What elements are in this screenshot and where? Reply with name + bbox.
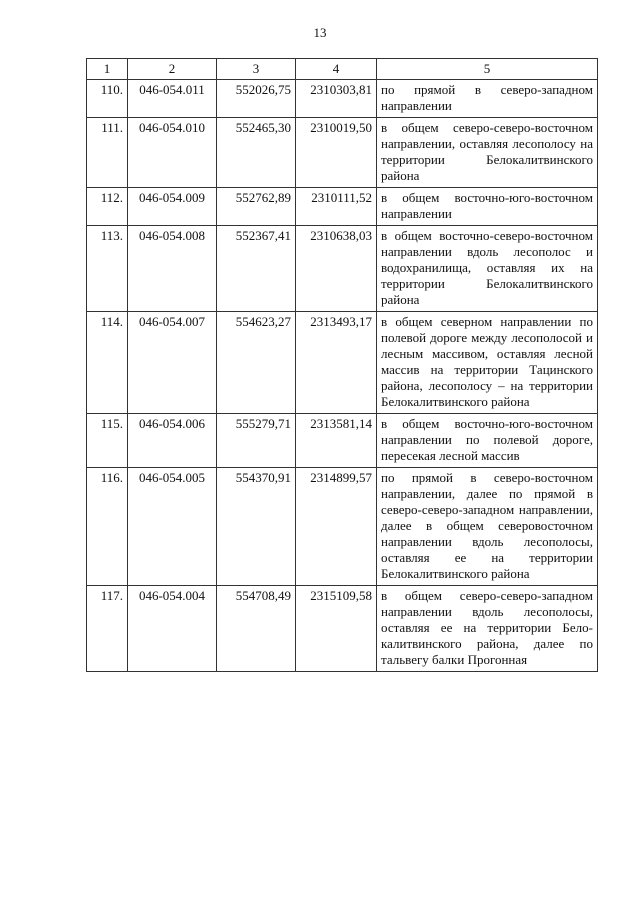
- column-header-1: 1: [87, 59, 128, 80]
- table-row: [87, 414, 598, 468]
- point-code: 046-054.011: [128, 80, 217, 118]
- row-number: 113.: [87, 226, 128, 312]
- boundary-description: в общем северо-северо-западном направлении вдоль лесополосы, оставляя ее на территории Белокалитвинского района, далее по тальвегу балки Прогонная: [377, 586, 598, 672]
- table-row: [87, 188, 598, 226]
- coordinate-y: 2313581,14: [296, 414, 377, 468]
- boundary-description: в общем восточно-северо-восточном направлении вдоль лесополос и водохранилища, оставляя их на территории Белокалитвинского района: [377, 226, 598, 312]
- row-number: 117.: [87, 586, 128, 672]
- page-number: 13: [313, 25, 327, 40]
- point-code: 046-054.009: [128, 188, 217, 226]
- coordinate-x: 555279,71: [217, 414, 296, 468]
- coordinate-y: 2310303,81: [296, 80, 377, 118]
- column-header-4: 4: [296, 59, 377, 80]
- coordinate-x: 552026,75: [217, 80, 296, 118]
- coordinate-y: 2313493,17: [296, 312, 377, 414]
- coordinate-x: 552762,89: [217, 188, 296, 226]
- table-row: [87, 468, 598, 586]
- table-header: [87, 59, 598, 80]
- point-code: 046-054.010: [128, 118, 217, 188]
- coordinate-y: 2310638,03: [296, 226, 377, 312]
- point-code: 046-054.007: [128, 312, 217, 414]
- column-header-3: 3: [217, 59, 296, 80]
- table-row: [87, 226, 598, 312]
- table-row: [87, 586, 598, 672]
- coordinate-y: 2314899,57: [296, 468, 377, 586]
- boundary-description: по прямой в северо-восточном направлении, далее по прямой в северо-северо-западном направлении, далее в общем северовосточном направлении вдоль лесополосы, оставляя ее на территории Белокалитвинского района: [377, 468, 598, 586]
- point-code: 046-054.006: [128, 414, 217, 468]
- table-row: [87, 80, 598, 118]
- coordinate-x: 552465,30: [217, 118, 296, 188]
- row-number: 115.: [87, 414, 128, 468]
- row-number: 111.: [87, 118, 128, 188]
- coordinate-y: 2310019,50: [296, 118, 377, 188]
- coordinate-x: 554370,91: [217, 468, 296, 586]
- row-number: 116.: [87, 468, 128, 586]
- row-number: 112.: [87, 188, 128, 226]
- coordinate-x: 554623,27: [217, 312, 296, 414]
- table-body: [87, 80, 598, 672]
- table-row: [87, 118, 598, 188]
- row-number: 114.: [87, 312, 128, 414]
- boundary-description: в общем северном направлении по полевой дороге между лесополосой и лесным массивом, оставляя лесной массив на территории Тацинского района, лесополосу – на территории Белокалитвинского района: [377, 312, 598, 414]
- coordinate-x: 552367,41: [217, 226, 296, 312]
- boundary-description: в общем восточно-юго-восточном направлении по полевой дороге, пересекая лесной массив: [377, 414, 598, 468]
- table-row: [87, 312, 598, 414]
- boundary-description: в общем восточно-юго-восточном направлении: [377, 188, 598, 226]
- column-header-2: 2: [128, 59, 217, 80]
- point-code: 046-054.004: [128, 586, 217, 672]
- coordinate-y: 2315109,58: [296, 586, 377, 672]
- coordinate-x: 554708,49: [217, 586, 296, 672]
- table-header-row: [87, 59, 598, 80]
- boundary-description: в общем северо-северо-восточном направлении, оставляя лесополосу на территории Белокалитвинского района: [377, 118, 598, 188]
- row-number: 110.: [87, 80, 128, 118]
- point-code: 046-054.005: [128, 468, 217, 586]
- coordinate-y: 2310111,52: [296, 188, 377, 226]
- boundary-table: [86, 58, 598, 672]
- boundary-description: по прямой в северо-западном направлении: [377, 80, 598, 118]
- column-header-5: 5: [377, 59, 598, 80]
- point-code: 046-054.008: [128, 226, 217, 312]
